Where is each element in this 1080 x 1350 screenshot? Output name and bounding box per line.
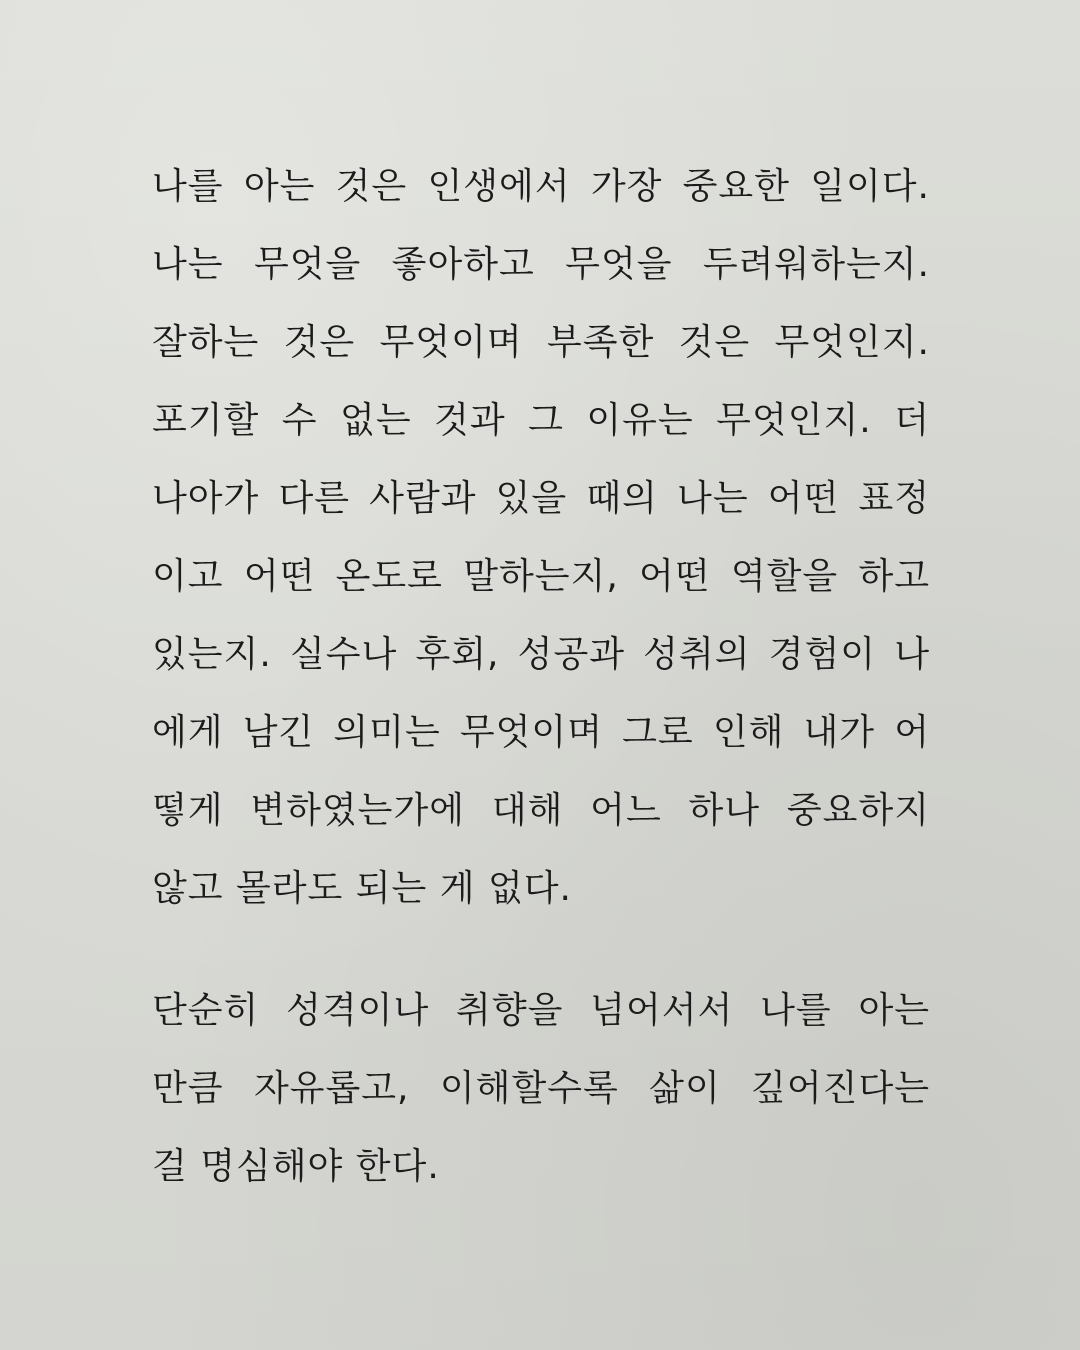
text-line: 나를 아는 것은 인생에서 가장 중요한 일이다.: [152, 166, 930, 207]
text-line: 만큼 자유롭고, 이해할수록 삶이 깊어진다는: [152, 1068, 930, 1109]
text-line: 단순히 성격이나 취향을 넘어서서 나를 아는: [152, 990, 930, 1031]
paragraph-2: [152, 980, 930, 1214]
text-line: 잘하는 것은 무엇이며 부족한 것은 무엇인지.: [152, 322, 930, 363]
paragraph-1: [152, 156, 930, 936]
text-line: 않고 몰라도 되는 게 없다.: [152, 868, 572, 909]
text-line: 걸 명심해야 한다.: [152, 1146, 440, 1187]
text-line: 에게 남긴 의미는 무엇이며 그로 인해 내가 어: [152, 712, 930, 753]
text-line: 있는지. 실수나 후회, 성공과 성취의 경험이 나: [152, 634, 930, 675]
text-line: 나아가 다른 사람과 있을 때의 나는 어떤 표정: [152, 478, 930, 519]
text-line: 떻게 변하였는가에 대해 어느 하나 중요하지: [152, 790, 930, 831]
text-line: 포기할 수 없는 것과 그 이유는 무엇인지. 더: [152, 400, 930, 441]
text-line: 이고 어떤 온도로 말하는지, 어떤 역할을 하고: [152, 556, 930, 597]
text-line: 나는 무엇을 좋아하고 무엇을 두려워하는지.: [152, 244, 930, 285]
